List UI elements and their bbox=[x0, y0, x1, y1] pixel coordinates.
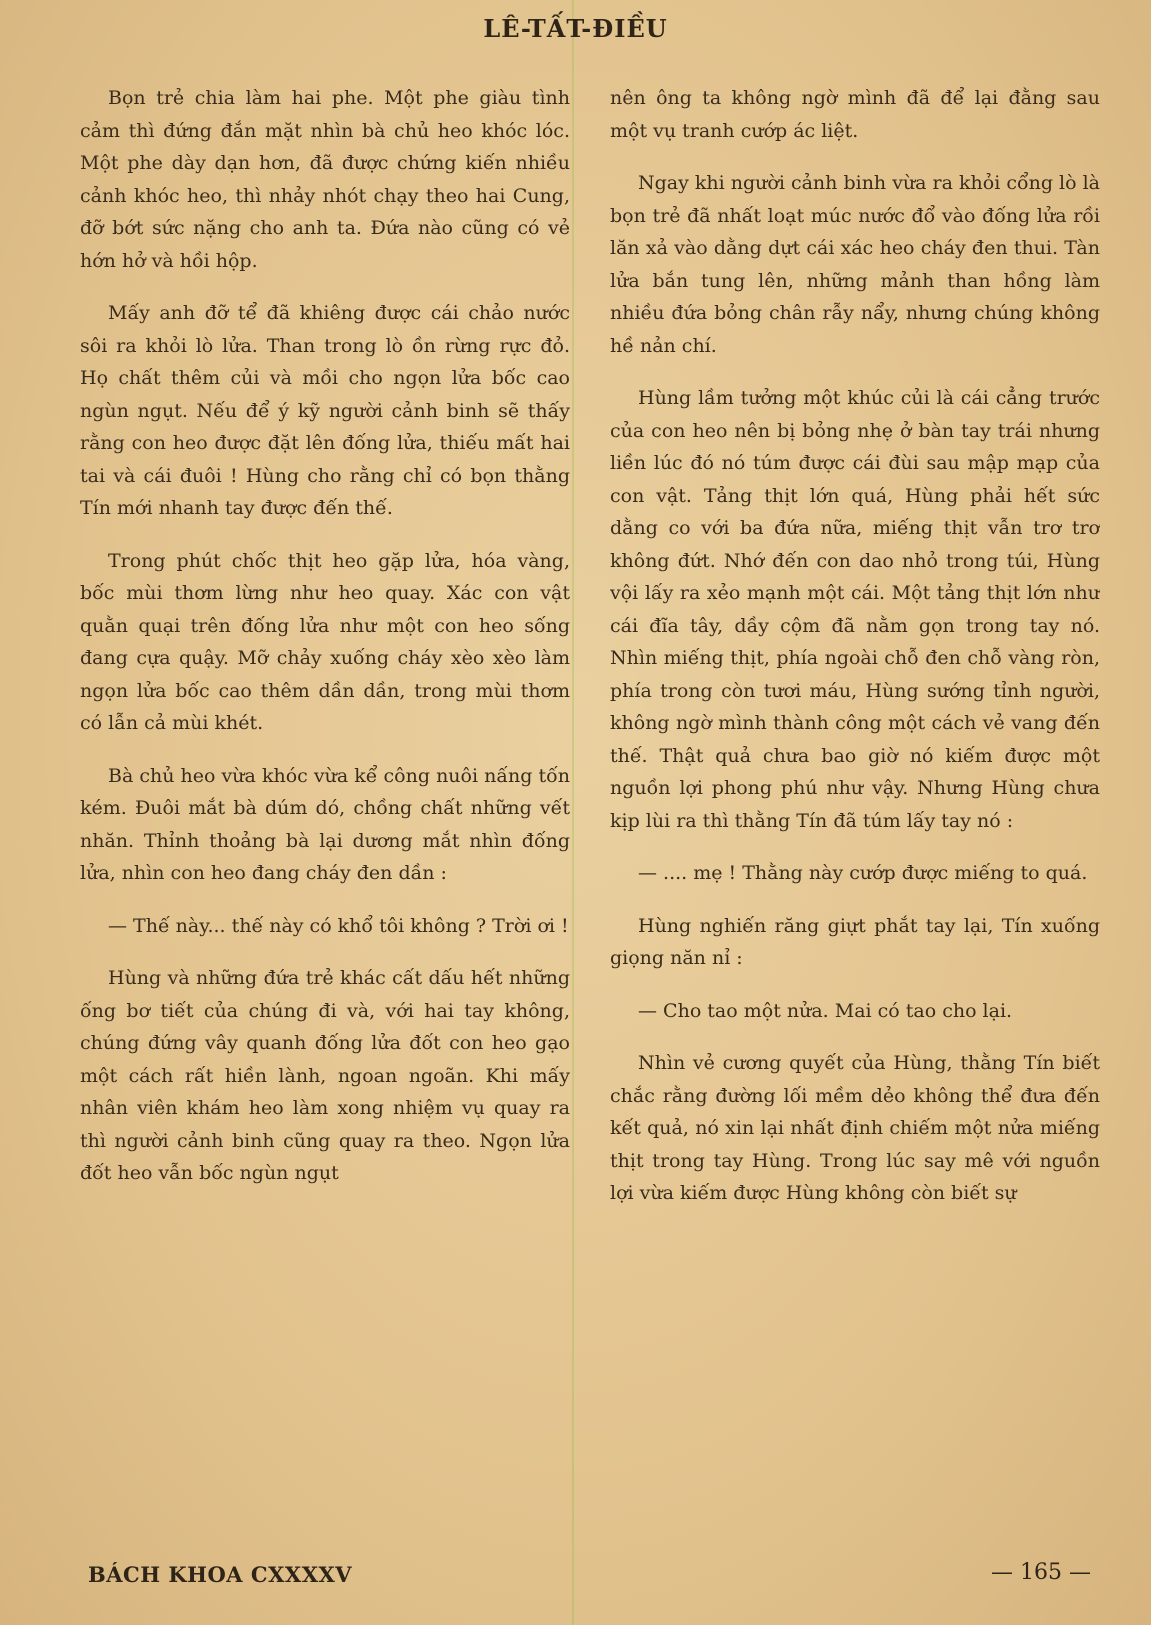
dialogue-line: — .... mẹ ! Thằng này cướp được miếng to quá. bbox=[638, 862, 1088, 884]
paragraph: Mấy anh đỡ tể đã khiêng được cái chảo nước sôi ra khỏi lò lửa. Than trong lò ồn rừng rực đỏ. Họ chất thêm củi và mồi cho ngọn lửa bốc cao ngùn ngụt. Nếu để ý kỹ người cảnh binh sẽ thấy rằng con heo được đặt lên đống lửa, thiếu mất hai tai và cái đuôi ! Hùng cho rằng chỉ có bọn thằng Tín mới nhanh tay được đến thế. bbox=[80, 302, 570, 519]
paragraph-continued: nên ông ta không ngờ mình đã để lại đằng sau một vụ tranh cướp ác liệt. bbox=[610, 87, 1100, 142]
right-column bbox=[610, 82, 1100, 1532]
paragraph: Bà chủ heo vừa khóc vừa kể công nuôi nấng tốn kém. Đuôi mắt bà dúm dó, chồng chất những vết nhăn. Thỉnh thoảng bà lại dương mắt nhìn đống lửa, nhìn con heo đang cháy đen dần : bbox=[80, 764, 570, 884]
dialogue-line: — Cho tao một nửa. Mai có tao cho lại. bbox=[638, 999, 1013, 1022]
magazine-name: BÁCH KHOA CXXXXV bbox=[88, 1562, 353, 1587]
paragraph: Bọn trẻ chia làm hai phe. Một phe giàu tình cảm thì đứng đắn mặt nhìn bà chủ heo khóc lóc. Một phe dày dạn hơn, đã được chứng kiến nhiều cảnh khóc heo, thì nhảy nhót chạy theo hai Cung, đỡ bớt sức nặng cho anh ta. Đứa nào cũng có vẻ hớn hở và hồi hộp. bbox=[80, 87, 570, 272]
dialogue-line: — Thế này... thế này có khổ tôi không ? Trời ơi ! bbox=[108, 914, 569, 937]
paragraph: Hùng nghiến răng giựt phắt tay lại, Tín xuống giọng năn nỉ : bbox=[610, 914, 1100, 969]
paragraph: Trong phút chốc thịt heo gặp lửa, hóa vàng, bốc mùi thơm lừng như heo quay. Xác con vật quằn quại trên đống lửa như một con heo sống đang cựa quậy. Mỡ chảy xuống cháy xèo xèo làm ngọn lửa bốc cao thêm dần dần, trong mùi thơm có lẫn cả mùi khét. bbox=[80, 549, 570, 734]
left-column bbox=[80, 82, 570, 1532]
page-number: — 165 — bbox=[991, 1560, 1091, 1585]
paragraph: Nhìn vẻ cương quyết của Hùng, thằng Tín biết chắc rằng đường lối mềm dẻo không thể đưa đến kết quả, nó xin lại nhất định chiếm một nửa miếng thịt trong tay Hùng. Trong lúc say mê với nguồn lợi vừa kiếm được Hùng không còn biết sự bbox=[610, 1052, 1100, 1204]
text-columns bbox=[80, 82, 1100, 1532]
paragraph: Hùng lầm tưởng một khúc củi là cái cẳng trước của con heo nên bị bỏng nhẹ ở bàn tay trái nhưng liền lúc đó nó túm được cái đùi sau mập mạp của con vật. Tảng thịt lớn quá, Hùng phải hết sức dằng co với ba đứa nữa, miếng thịt vẫn trơ trơ không đứt. Nhớ đến con dao nhỏ trong túi, Hùng vội lấy ra xẻo mạnh một cái. Một tảng thịt lớn như cái đĩa tây, dầy cộm đã nằm gọn trong tay nó. Nhìn miếng thịt, phía ngoài chỗ đen chỗ vàng ròn, phía trong còn tươi máu, Hùng sướng tỉnh người, không ngờ mình thành công một cách vẻ vang đến thế. Thật quả chưa bao giờ nó kiếm được một nguồn lợi phong phú như vậy. Nhưng Hùng chưa kịp lùi ra thì thằng Tín đã túm lấy tay nó : bbox=[610, 387, 1100, 832]
page-header-author: LÊ-TẤT-ĐIỀU bbox=[483, 14, 668, 43]
paragraph: Hùng và những đứa trẻ khác cất dấu hết những ống bơ tiết của chúng đi và, với hai tay không, chúng đứng vây quanh đống lửa đốt con heo gạo một cách rất hiền lành, ngoan ngoãn. Khi mấy nhân viên khám heo làm xong nhiệm vụ quay ra thì người cảnh binh cũng quay ra theo. Ngọn lửa đốt heo vẫn bốc ngùn ngụt bbox=[80, 967, 570, 1184]
paragraph: Ngay khi người cảnh binh vừa ra khỏi cổng lò là bọn trẻ đã nhất loạt múc nước đổ vào đống lửa rồi lăn xả vào dằng dựt cái xác heo cháy đen thui. Tàn lửa bắn tung lên, những mảnh than hồng làm nhiều đứa bỏng chân rẫy nẩy, nhưng chúng không hề nản chí. bbox=[610, 172, 1100, 357]
